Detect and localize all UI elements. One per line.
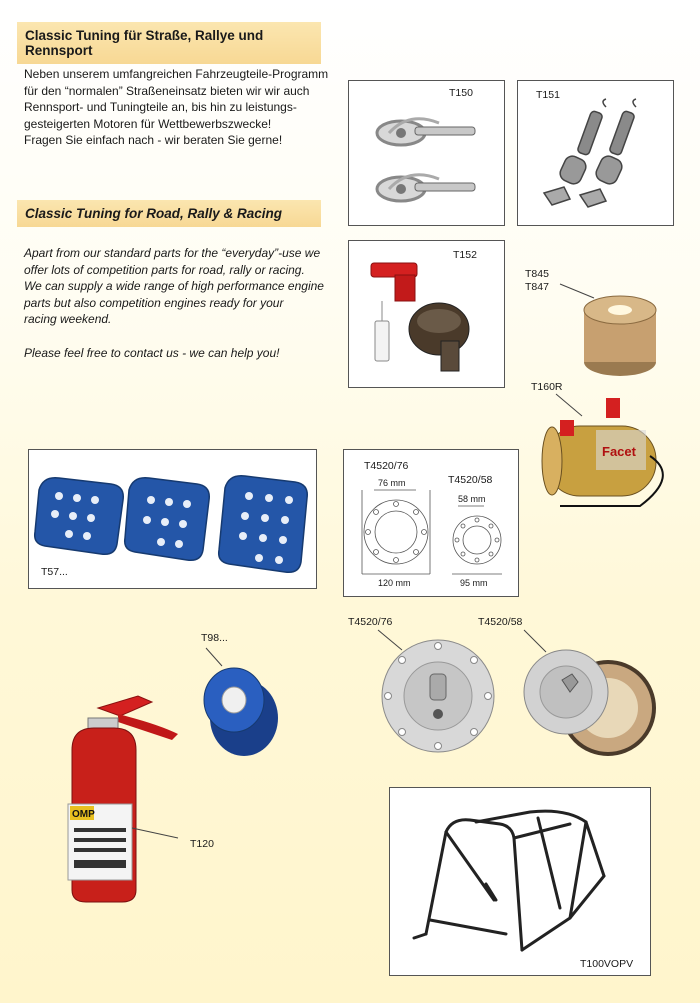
fuel-cap-large-image: [378, 630, 498, 750]
tape-roll-image: [200, 648, 290, 758]
battery-switch-image: [349, 241, 506, 389]
product-box-t150: [348, 80, 505, 226]
product-box-t151: [517, 80, 674, 226]
fuel-cap-diagram-box: [343, 449, 519, 597]
photo-label-t4520-76: T4520/76: [348, 616, 393, 628]
dimension-large-outer: 120 mm: [378, 578, 411, 588]
pump-brand-text: Facet: [602, 444, 636, 459]
roll-cage-image: [390, 788, 652, 977]
extinguisher-brand-text: OMP: [72, 809, 95, 820]
heat-wrap-image: [560, 280, 660, 380]
diagram-label-t4520-76: T4520/76: [364, 460, 409, 472]
label-t57: T57...: [41, 566, 68, 578]
label-t845: T845: [525, 268, 549, 280]
fuel-cap-dimension-drawing: [344, 450, 520, 598]
label-t847: T847: [525, 281, 549, 293]
label-t120: T120: [190, 838, 214, 850]
label-t100vopv: T100VOPV: [580, 958, 634, 970]
pedal-pads-image: [29, 450, 318, 590]
dimension-large-inner: 76 mm: [378, 478, 406, 488]
label-t98: T98...: [201, 632, 228, 644]
product-box-t100vopv: [389, 787, 651, 976]
label-t160r: T160R: [531, 381, 563, 393]
label-t152: T152: [453, 249, 477, 261]
label-t151: T151: [536, 89, 560, 101]
diagram-label-t4520-58: T4520/58: [448, 474, 493, 486]
fuel-pump-image: [540, 390, 680, 530]
dimension-small-outer: 95 mm: [460, 578, 488, 588]
fuel-cap-small-image: [518, 630, 658, 760]
label-t150: T150: [449, 87, 473, 99]
heading-english: Classic Tuning for Road, Rally & Racing: [17, 200, 321, 227]
product-box-t57: [28, 449, 317, 589]
dimension-small-inner: 58 mm: [458, 494, 486, 504]
text-german: Neben unserem umfangreichen Fahrzeugteile-Programm für den “normalen” Straßeneinsatz bieten wir wir auch Rennsport- und Tuningteile an, bis hin zu leistungs- gesteigerten Motoren für Wettbewerbszwecke! Fragen Sie einfach nach - wir beraten Sie gerne!: [24, 67, 329, 148]
fire-extinguisher-image: [48, 688, 208, 918]
bonnet-pin-image: [349, 81, 506, 227]
product-box-t152: [348, 240, 505, 388]
text-english: Apart from our standard parts for the “everyday”-use we offer lots of competition parts for road, rally or racing. We can supply a wide range of high performance engine parts but also competition engines ready for your racing weekend. Please feel free to contact us - we can help you!: [24, 246, 324, 360]
spring-image: [518, 81, 675, 227]
heading-german: Classic Tuning für Straße, Rallye und Rennsport: [17, 22, 321, 64]
photo-label-t4520-58: T4520/58: [478, 616, 523, 628]
